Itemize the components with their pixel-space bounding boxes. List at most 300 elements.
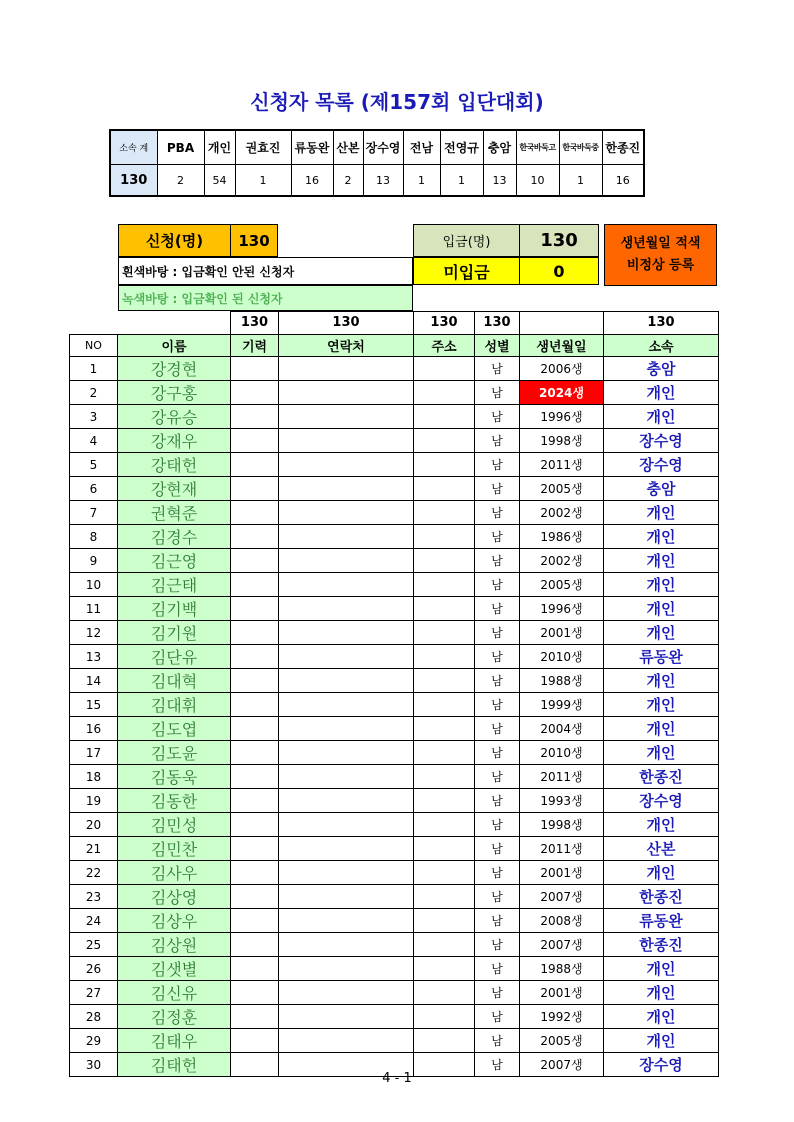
row-number: 30	[70, 1053, 118, 1077]
birth-warning-line2: 비정상 등록	[626, 258, 695, 273]
paid-label: 입금(명)	[413, 224, 520, 257]
record-cell	[231, 525, 279, 549]
row-number: 26	[70, 957, 118, 981]
summary-header: 류동완	[291, 130, 333, 165]
contact-cell	[279, 525, 414, 549]
gender-cell: 남	[475, 789, 520, 813]
birth-cell: 1999생	[520, 693, 604, 717]
table-row	[70, 741, 719, 765]
record-cell	[231, 909, 279, 933]
affiliation-cell: 한종진	[604, 933, 719, 957]
column-header: 이름	[118, 334, 231, 357]
address-cell	[414, 837, 475, 861]
affiliation-cell: 충암	[604, 477, 719, 501]
applicant-name: 김기백	[118, 597, 231, 621]
applicant-name: 김동한	[118, 789, 231, 813]
birth-cell: 2011생	[520, 837, 604, 861]
affiliation-cell: 개인	[604, 1029, 719, 1053]
birth-cell: 2024생	[520, 381, 604, 405]
affiliation-cell: 장수영	[604, 1053, 719, 1077]
summary-header-row	[110, 130, 644, 165]
row-number: 24	[70, 909, 118, 933]
summary-header: 한국바둑고	[516, 130, 559, 165]
contact-cell	[279, 1029, 414, 1053]
gender-cell: 남	[475, 693, 520, 717]
paid-count: 130	[519, 224, 599, 257]
applicant-name: 김동욱	[118, 765, 231, 789]
contact-cell	[279, 909, 414, 933]
address-count: 130	[414, 312, 475, 335]
record-cell	[231, 717, 279, 741]
column-header: 소속	[604, 334, 719, 357]
contact-cell	[279, 453, 414, 477]
birth-cell: 1988생	[520, 957, 604, 981]
summary-value: 54	[204, 165, 235, 197]
summary-header: 장수영	[363, 130, 403, 165]
address-cell	[414, 741, 475, 765]
row-number: 4	[70, 429, 118, 453]
applicant-name: 김상우	[118, 909, 231, 933]
count-blank	[520, 312, 604, 335]
applicant-name: 김정훈	[118, 1005, 231, 1029]
gender-cell: 남	[475, 717, 520, 741]
contact-cell	[279, 765, 414, 789]
summary-header: 충암	[483, 130, 516, 165]
count-blank	[70, 312, 118, 335]
birth-cell: 2001생	[520, 861, 604, 885]
contact-cell	[279, 621, 414, 645]
birth-cell: 1998생	[520, 813, 604, 837]
record-cell	[231, 933, 279, 957]
address-cell	[414, 477, 475, 501]
row-number: 16	[70, 717, 118, 741]
applicant-name: 김경수	[118, 525, 231, 549]
applicant-name: 강구홍	[118, 381, 231, 405]
gender-cell: 남	[475, 549, 520, 573]
gender-cell: 남	[475, 621, 520, 645]
affiliation-cell: 충암	[604, 357, 719, 381]
birth-cell: 1992생	[520, 1005, 604, 1029]
address-cell	[414, 717, 475, 741]
affiliation-cell: 개인	[604, 717, 719, 741]
record-cell	[231, 885, 279, 909]
record-cell	[231, 453, 279, 477]
row-number: 12	[70, 621, 118, 645]
summary-value: 10	[516, 165, 559, 197]
gender-cell: 남	[475, 909, 520, 933]
table-row	[70, 909, 719, 933]
row-number: 27	[70, 981, 118, 1005]
birth-cell: 1998생	[520, 429, 604, 453]
birth-cell: 2004생	[520, 717, 604, 741]
applicants-label: 신청(명)	[118, 224, 231, 257]
birth-cell: 1996생	[520, 405, 604, 429]
record-count: 130	[231, 312, 279, 335]
gender-cell: 남	[475, 429, 520, 453]
applicant-name: 김태헌	[118, 1053, 231, 1077]
gender-cell: 남	[475, 645, 520, 669]
summary-header: 전남	[403, 130, 440, 165]
affiliation-cell: 장수영	[604, 789, 719, 813]
birth-cell: 2002생	[520, 549, 604, 573]
gender-cell: 남	[475, 765, 520, 789]
gender-cell: 남	[475, 1005, 520, 1029]
affiliation-cell: 개인	[604, 597, 719, 621]
row-number: 23	[70, 885, 118, 909]
summary-value: 1	[559, 165, 602, 197]
birth-cell: 2010생	[520, 645, 604, 669]
table-row	[70, 453, 719, 477]
contact-cell	[279, 429, 414, 453]
summary-header: PBA	[157, 130, 204, 165]
row-number: 29	[70, 1029, 118, 1053]
table-row	[70, 1005, 719, 1029]
gender-cell: 남	[475, 933, 520, 957]
record-cell	[231, 1005, 279, 1029]
gender-cell: 남	[475, 381, 520, 405]
table-row	[70, 429, 719, 453]
record-cell	[231, 645, 279, 669]
affiliation-cell: 개인	[604, 381, 719, 405]
birth-cell: 2010생	[520, 741, 604, 765]
row-number: 1	[70, 357, 118, 381]
row-number: 7	[70, 501, 118, 525]
summary-value: 13	[483, 165, 516, 197]
table-row	[70, 693, 719, 717]
row-number: 17	[70, 741, 118, 765]
affiliation-cell: 개인	[604, 1005, 719, 1029]
applicant-name: 김상원	[118, 933, 231, 957]
affiliation-cell: 개인	[604, 957, 719, 981]
record-cell	[231, 765, 279, 789]
table-row	[70, 549, 719, 573]
birth-cell: 1988생	[520, 669, 604, 693]
applicants-count: 130	[230, 224, 278, 257]
record-cell	[231, 813, 279, 837]
row-number: 25	[70, 933, 118, 957]
applicant-name: 김사우	[118, 861, 231, 885]
affiliation-count: 130	[604, 312, 719, 335]
contact-cell	[279, 549, 414, 573]
affiliation-cell: 개인	[604, 861, 719, 885]
gender-cell: 남	[475, 453, 520, 477]
contact-cell	[279, 717, 414, 741]
contact-cell	[279, 693, 414, 717]
gender-count: 130	[475, 312, 520, 335]
row-number: 2	[70, 381, 118, 405]
record-cell	[231, 501, 279, 525]
summary-header: 개인	[204, 130, 235, 165]
row-number: 14	[70, 669, 118, 693]
birth-warning-legend	[604, 224, 717, 286]
column-header: 연락처	[279, 334, 414, 357]
table-row	[70, 525, 719, 549]
applicant-name: 김대혁	[118, 669, 231, 693]
summary-header: 한국바둑중	[559, 130, 602, 165]
applicant-name: 강유승	[118, 405, 231, 429]
record-cell	[231, 789, 279, 813]
row-number: 5	[70, 453, 118, 477]
affiliation-cell: 개인	[604, 981, 719, 1005]
birth-cell: 2007생	[520, 885, 604, 909]
row-number: 15	[70, 693, 118, 717]
summary-value: 1	[440, 165, 483, 197]
gender-cell: 남	[475, 741, 520, 765]
applicant-table	[69, 311, 719, 1077]
address-cell	[414, 1005, 475, 1029]
summary-value: 130	[110, 165, 157, 197]
row-number: 10	[70, 573, 118, 597]
address-cell	[414, 789, 475, 813]
contact-cell	[279, 501, 414, 525]
affiliation-cell: 장수영	[604, 453, 719, 477]
row-number: 22	[70, 861, 118, 885]
applicant-name: 김근태	[118, 573, 231, 597]
column-header: NO	[70, 334, 118, 357]
affiliation-cell: 개인	[604, 669, 719, 693]
table-row	[70, 357, 719, 381]
address-cell	[414, 429, 475, 453]
applicant-name: 김신유	[118, 981, 231, 1005]
record-cell	[231, 573, 279, 597]
address-cell	[414, 909, 475, 933]
birth-cell: 2005생	[520, 477, 604, 501]
birth-cell: 1996생	[520, 597, 604, 621]
summary-value: 1	[235, 165, 291, 197]
gender-cell: 남	[475, 1053, 520, 1077]
affiliation-cell: 장수영	[604, 429, 719, 453]
address-cell	[414, 549, 475, 573]
applicant-name: 김상영	[118, 885, 231, 909]
summary-value: 2	[157, 165, 204, 197]
affiliation-cell: 개인	[604, 741, 719, 765]
record-cell	[231, 405, 279, 429]
address-cell	[414, 501, 475, 525]
address-cell	[414, 981, 475, 1005]
affiliation-cell: 개인	[604, 813, 719, 837]
contact-cell	[279, 477, 414, 501]
address-cell	[414, 357, 475, 381]
row-number: 8	[70, 525, 118, 549]
record-cell	[231, 549, 279, 573]
applicant-name: 김민찬	[118, 837, 231, 861]
table-row	[70, 501, 719, 525]
record-cell	[231, 477, 279, 501]
applicant-name: 김단유	[118, 645, 231, 669]
birth-cell: 2001생	[520, 621, 604, 645]
summary-value-row	[110, 165, 644, 197]
row-number: 18	[70, 765, 118, 789]
record-cell	[231, 381, 279, 405]
contact-cell	[279, 597, 414, 621]
contact-cell	[279, 957, 414, 981]
applicant-name: 김근영	[118, 549, 231, 573]
table-row	[70, 381, 719, 405]
table-row	[70, 717, 719, 741]
row-number: 19	[70, 789, 118, 813]
gender-cell: 남	[475, 1029, 520, 1053]
gender-cell: 남	[475, 885, 520, 909]
column-header-row	[70, 334, 719, 357]
row-number: 9	[70, 549, 118, 573]
table-row	[70, 981, 719, 1005]
birth-cell: 2008생	[520, 909, 604, 933]
birth-warning-line1: 생년월일 적색	[620, 236, 701, 251]
gender-cell: 남	[475, 405, 520, 429]
affiliation-cell: 개인	[604, 621, 719, 645]
row-number: 11	[70, 597, 118, 621]
affiliation-cell: 개인	[604, 501, 719, 525]
summary-header: 전영규	[440, 130, 483, 165]
address-cell	[414, 933, 475, 957]
table-row	[70, 1029, 719, 1053]
birth-cell: 2002생	[520, 501, 604, 525]
gender-cell: 남	[475, 669, 520, 693]
birth-cell: 2001생	[520, 981, 604, 1005]
applicant-name: 김도엽	[118, 717, 231, 741]
affiliation-cell: 개인	[604, 693, 719, 717]
applicant-name: 강경현	[118, 357, 231, 381]
contact-count: 130	[279, 312, 414, 335]
column-header: 성별	[475, 334, 520, 357]
white-background-legend: 흰색바탕 : 입금확인 안된 신청자	[118, 257, 413, 285]
address-cell	[414, 405, 475, 429]
affiliation-cell: 한종진	[604, 885, 719, 909]
count-row	[70, 312, 719, 335]
row-number: 6	[70, 477, 118, 501]
applicant-name: 김기원	[118, 621, 231, 645]
address-cell	[414, 861, 475, 885]
gender-cell: 남	[475, 525, 520, 549]
record-cell	[231, 597, 279, 621]
row-number: 28	[70, 1005, 118, 1029]
affiliation-cell: 개인	[604, 405, 719, 429]
gender-cell: 남	[475, 357, 520, 381]
address-cell	[414, 765, 475, 789]
record-cell	[231, 693, 279, 717]
summary-value: 1	[403, 165, 440, 197]
affiliation-cell: 산본	[604, 837, 719, 861]
record-cell	[231, 429, 279, 453]
row-number: 20	[70, 813, 118, 837]
applicant-name: 강재우	[118, 429, 231, 453]
row-number: 13	[70, 645, 118, 669]
table-row	[70, 861, 719, 885]
record-cell	[231, 621, 279, 645]
birth-cell: 1986생	[520, 525, 604, 549]
applicant-name: 강현재	[118, 477, 231, 501]
birth-cell: 2011생	[520, 765, 604, 789]
summary-value: 16	[291, 165, 333, 197]
birth-cell: 2011생	[520, 453, 604, 477]
birth-cell: 2006생	[520, 357, 604, 381]
table-row	[70, 837, 719, 861]
contact-cell	[279, 573, 414, 597]
table-row	[70, 645, 719, 669]
record-cell	[231, 741, 279, 765]
table-row	[70, 405, 719, 429]
record-cell	[231, 861, 279, 885]
contact-cell	[279, 405, 414, 429]
contact-cell	[279, 1005, 414, 1029]
record-cell	[231, 957, 279, 981]
gender-cell: 남	[475, 597, 520, 621]
table-row	[70, 621, 719, 645]
summary-header: 소속 계	[110, 130, 157, 165]
contact-cell	[279, 861, 414, 885]
address-cell	[414, 885, 475, 909]
applicant-name: 김대휘	[118, 693, 231, 717]
contact-cell	[279, 789, 414, 813]
page-title: 신청자 목록 (제157회 입단대회)	[250, 90, 544, 114]
gender-cell: 남	[475, 981, 520, 1005]
summary-value: 13	[363, 165, 403, 197]
birth-cell: 2007생	[520, 1053, 604, 1077]
contact-cell	[279, 813, 414, 837]
contact-cell	[279, 645, 414, 669]
applicant-name: 김태우	[118, 1029, 231, 1053]
gender-cell: 남	[475, 813, 520, 837]
affiliation-cell: 개인	[604, 549, 719, 573]
summary-value: 16	[602, 165, 644, 197]
summary-header: 한종진	[602, 130, 644, 165]
contact-cell	[279, 669, 414, 693]
address-cell	[414, 621, 475, 645]
gender-cell: 남	[475, 837, 520, 861]
table-row	[70, 573, 719, 597]
affiliation-cell: 류동완	[604, 645, 719, 669]
contact-cell	[279, 981, 414, 1005]
green-background-legend: 녹색바탕 : 입금확인 된 신청자	[118, 285, 413, 311]
address-cell	[414, 693, 475, 717]
count-blank	[118, 312, 231, 335]
address-cell	[414, 957, 475, 981]
column-header: 기력	[231, 334, 279, 357]
address-cell	[414, 1029, 475, 1053]
address-cell	[414, 453, 475, 477]
table-row	[70, 765, 719, 789]
affiliation-cell: 개인	[604, 525, 719, 549]
gender-cell: 남	[475, 861, 520, 885]
applicant-name: 김도윤	[118, 741, 231, 765]
row-number: 3	[70, 405, 118, 429]
birth-cell: 2005생	[520, 573, 604, 597]
unpaid-count: 0	[519, 257, 599, 285]
contact-cell	[279, 933, 414, 957]
table-row	[70, 813, 719, 837]
page-number: 4 - 1	[382, 1071, 412, 1086]
gender-cell: 남	[475, 477, 520, 501]
applicant-name: 권혁준	[118, 501, 231, 525]
record-cell	[231, 981, 279, 1005]
gender-cell: 남	[475, 573, 520, 597]
affiliation-cell: 류동완	[604, 909, 719, 933]
column-header: 생년월일	[520, 334, 604, 357]
table-row	[70, 957, 719, 981]
contact-cell	[279, 741, 414, 765]
affiliation-cell: 개인	[604, 573, 719, 597]
applicant-name: 김샛별	[118, 957, 231, 981]
table-row	[70, 477, 719, 501]
table-row	[70, 669, 719, 693]
affiliation-summary-table	[109, 129, 645, 197]
address-cell	[414, 525, 475, 549]
address-cell	[414, 381, 475, 405]
table-row	[70, 885, 719, 909]
summary-header: 산본	[333, 130, 363, 165]
contact-cell	[279, 357, 414, 381]
table-row	[70, 789, 719, 813]
